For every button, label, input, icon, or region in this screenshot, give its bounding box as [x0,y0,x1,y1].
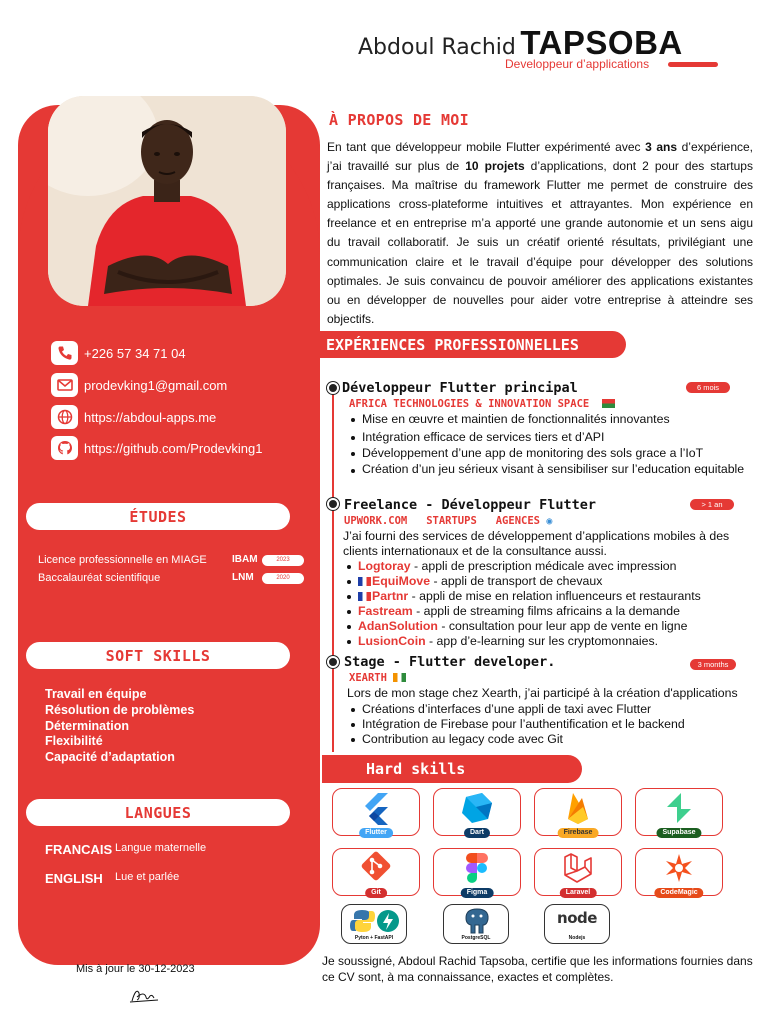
job-2-duration: > 1 an [690,499,734,510]
contact-phone[interactable] [51,341,186,365]
study-label: Licence professionnelle en MIAGE [38,554,207,566]
skill-label: Nodejs [568,935,586,941]
list-item: Fastream - appli de streaming films africains a la demande [344,604,756,619]
skill-label: Pyton + FastAPI [354,935,394,941]
list-item: Contribution au legacy code avec Git [348,732,753,747]
skill-tile-supabase [635,788,723,836]
study-year: 2023 [262,555,304,566]
burkina-flag-icon [602,399,615,408]
france-flag-icon [358,592,371,601]
first-name: Abdoul Rachid [358,35,516,60]
list-item: Intégration de Firebase pour l’authentification et le backend [348,717,753,732]
skill-label: CodeMagic [654,888,703,898]
soft-skill-item: Détermination [45,718,130,733]
mail-icon [51,373,78,397]
timeline-dot [327,382,339,394]
job-1-bullets [348,412,753,477]
about-highlight-years: 3 ans [645,140,678,154]
soft-skill-item: Résolution de problèmes [45,702,195,717]
study-label: Baccalauréat scientifique [38,572,161,584]
timeline-dot [327,656,339,668]
job-2-intro: J’ai fourni des services de développement d’applications mobiles à des clients internationaux et de la consultance aussi. [343,529,730,558]
study-item [38,572,306,588]
certification-statement: Je soussigné, Abdoul Rachid Tapsoba, certifie que les informations fournies dans ce CV sont, à ma connaissance, exactes et complètes. [322,954,753,984]
signature-image [128,985,162,1010]
list-item: Logtoray - appli de prescription médicale avec impression [344,559,756,574]
soft-skills-heading: SOFT SKILLS [26,642,290,669]
about-heading: À PROPOS DE MOI [329,111,469,129]
company-tag: STARTUPS [426,515,477,527]
list-item: Création d’un jeu sérieux visant à sensibiliser sur l’education equitable [348,463,753,477]
skill-tile-git [332,848,420,896]
soft-skill-item: Travail en équipe [45,687,147,701]
languages-heading: LANGUES [26,799,290,826]
firebase-icon [535,791,621,825]
skill-label: PostgreSQL [461,935,491,941]
laravel-icon [535,851,621,885]
job-3-title: Stage - Flutter developer. [344,654,556,670]
timeline-dot [327,498,339,510]
supabase-icon [636,791,722,825]
language-level: Langue maternelle [115,842,207,854]
skill-label: Laravel [560,888,597,898]
phone-number: +226 57 34 71 04 [84,345,186,361]
soft-skills-list [45,687,194,766]
skill-tile-codemagic [635,848,723,896]
job-3-intro: Lors de mon stage chez Xearth, j’ai participé à la création d'applications [347,686,738,700]
phone-icon [51,341,78,365]
skill-label: Supabase [656,828,701,838]
study-school: IBAM [232,554,258,565]
skill-tile-dart [433,788,521,836]
globe-icon: ◉ [546,516,553,527]
flutter-icon [333,791,419,825]
job-3-duration: 3 months [690,659,736,670]
list-item: Développement d’une app de monitoring des sols grace a l’IoT [348,446,753,461]
job-1-company: AFRICA TECHNOLOGIES & INNOVATION SPACE [349,398,616,410]
email-address: prodevking1@gmail.com [84,377,228,393]
language-name: FRANCAIS [45,842,113,857]
studies-heading: ÉTUDES [26,503,290,530]
skill-tile-python-fastapi [341,904,407,944]
dart-icon [434,791,520,825]
job-2-companies [344,515,552,527]
skill-tile-flutter [332,788,420,836]
codemagic-icon [636,851,722,885]
skill-label: Flutter [359,828,393,838]
about-paragraph [327,138,753,329]
company-tag: AGENCES [495,515,540,527]
contact-email[interactable] [51,373,227,397]
figma-icon [434,851,520,885]
job-title: Developpeur d’applications [505,57,650,71]
skill-tile-postgresql [443,904,509,944]
language-level: Lue et parlée [115,871,180,883]
about-text-3: d’applications, dont 2 pour des startups françaises. Ma maîtrise du framework Flutter me permet de construire des applications cross-plateforme intuitives et attrayantes. Mon expérience en freelance et en entreprise m’a apporté une grande autonomie et un sens aigu du travail collaboratif. Je suis un créatif orienté résultats, privilégiant une communication claire et le travail d’équipe pour développer des solutions optimales. Je suis convaincu de pouvoir améliorer des applications existantes ou en développer de nouvelles pour aider votre entreprise à atteindre ses objectifs. [327,159,753,326]
study-year: 2020 [262,573,304,584]
last-updated: Mis à jour le 30-12-2023 [76,963,195,975]
job-2-title: Freelance - Développeur Flutter [344,497,596,513]
france-flag-icon [358,577,371,586]
last-name: TAPSOBA [520,24,683,61]
skill-tile-firebase [534,788,622,836]
list-item: AdanSolution - consultation pour leur app de vente en ligne [344,619,756,634]
skill-label: Firebase [558,828,599,838]
contact-website[interactable] [51,405,216,429]
language-name: ENGLISH [45,871,103,886]
experience-heading: EXPÉRIENCES PROFESSIONNELLES [320,331,626,358]
timeline-line [332,382,334,752]
nodejs-icon: node [557,909,597,927]
skill-label: Dart [464,828,490,838]
github-link: https://github.com/Prodevking1 [84,440,263,456]
list-item: Partnr - appli de mise en relation influenceurs et restaurants [344,589,756,604]
contact-github[interactable] [51,436,263,460]
website-link: https://abdoul-apps.me [84,409,217,425]
skill-tile-nodejs [544,904,610,944]
list-item: LusionCoin - app d’e-learning sur les cryptomonnaies. [344,634,756,649]
job-3-bullets [348,702,753,747]
soft-skill-item: Capacité d’adaptation [45,750,175,765]
list-item: Mise en œuvre et maintien de fonctionnalités innovantes [348,412,753,427]
about-text-1: En tant que développeur mobile Flutter expérimenté avec [327,140,646,154]
soft-skill-item: Flexibilité [45,734,103,749]
ivory-coast-flag-icon [393,673,406,682]
profile-photo [48,96,286,306]
study-item [38,554,306,570]
study-school: LNM [232,572,254,583]
skill-label: Figma [461,888,494,898]
job-2-projects [344,559,756,649]
job-1-title: Développeur Flutter principal [342,380,578,396]
list-item: Intégration efficace de services tiers et d’API [348,430,753,445]
job-1-duration: 6 mois [686,382,730,393]
globe-icon [51,405,78,429]
hard-skills-heading: Hard skills [322,755,582,783]
python-fastapi-icon [350,909,400,933]
list-item: EquiMove - appli de transport de chevaux [344,574,756,589]
skill-label: Git [365,888,387,898]
about-highlight-projects: 10 projets [465,159,525,174]
about-text-2: d’expérience, j’ai travaillé sur plus de [327,140,754,174]
skill-tile-figma [433,848,521,896]
git-icon [333,851,419,885]
skill-tile-laravel [534,848,622,896]
header-underline [498,62,718,69]
github-icon [51,436,78,460]
postgresql-icon [462,907,492,935]
list-item: Créations d’interfaces d’une appli de taxi avec Flutter [348,702,753,717]
job-3-company: XEARTH [349,672,407,684]
company-tag: UPWORK.COM [344,515,408,527]
